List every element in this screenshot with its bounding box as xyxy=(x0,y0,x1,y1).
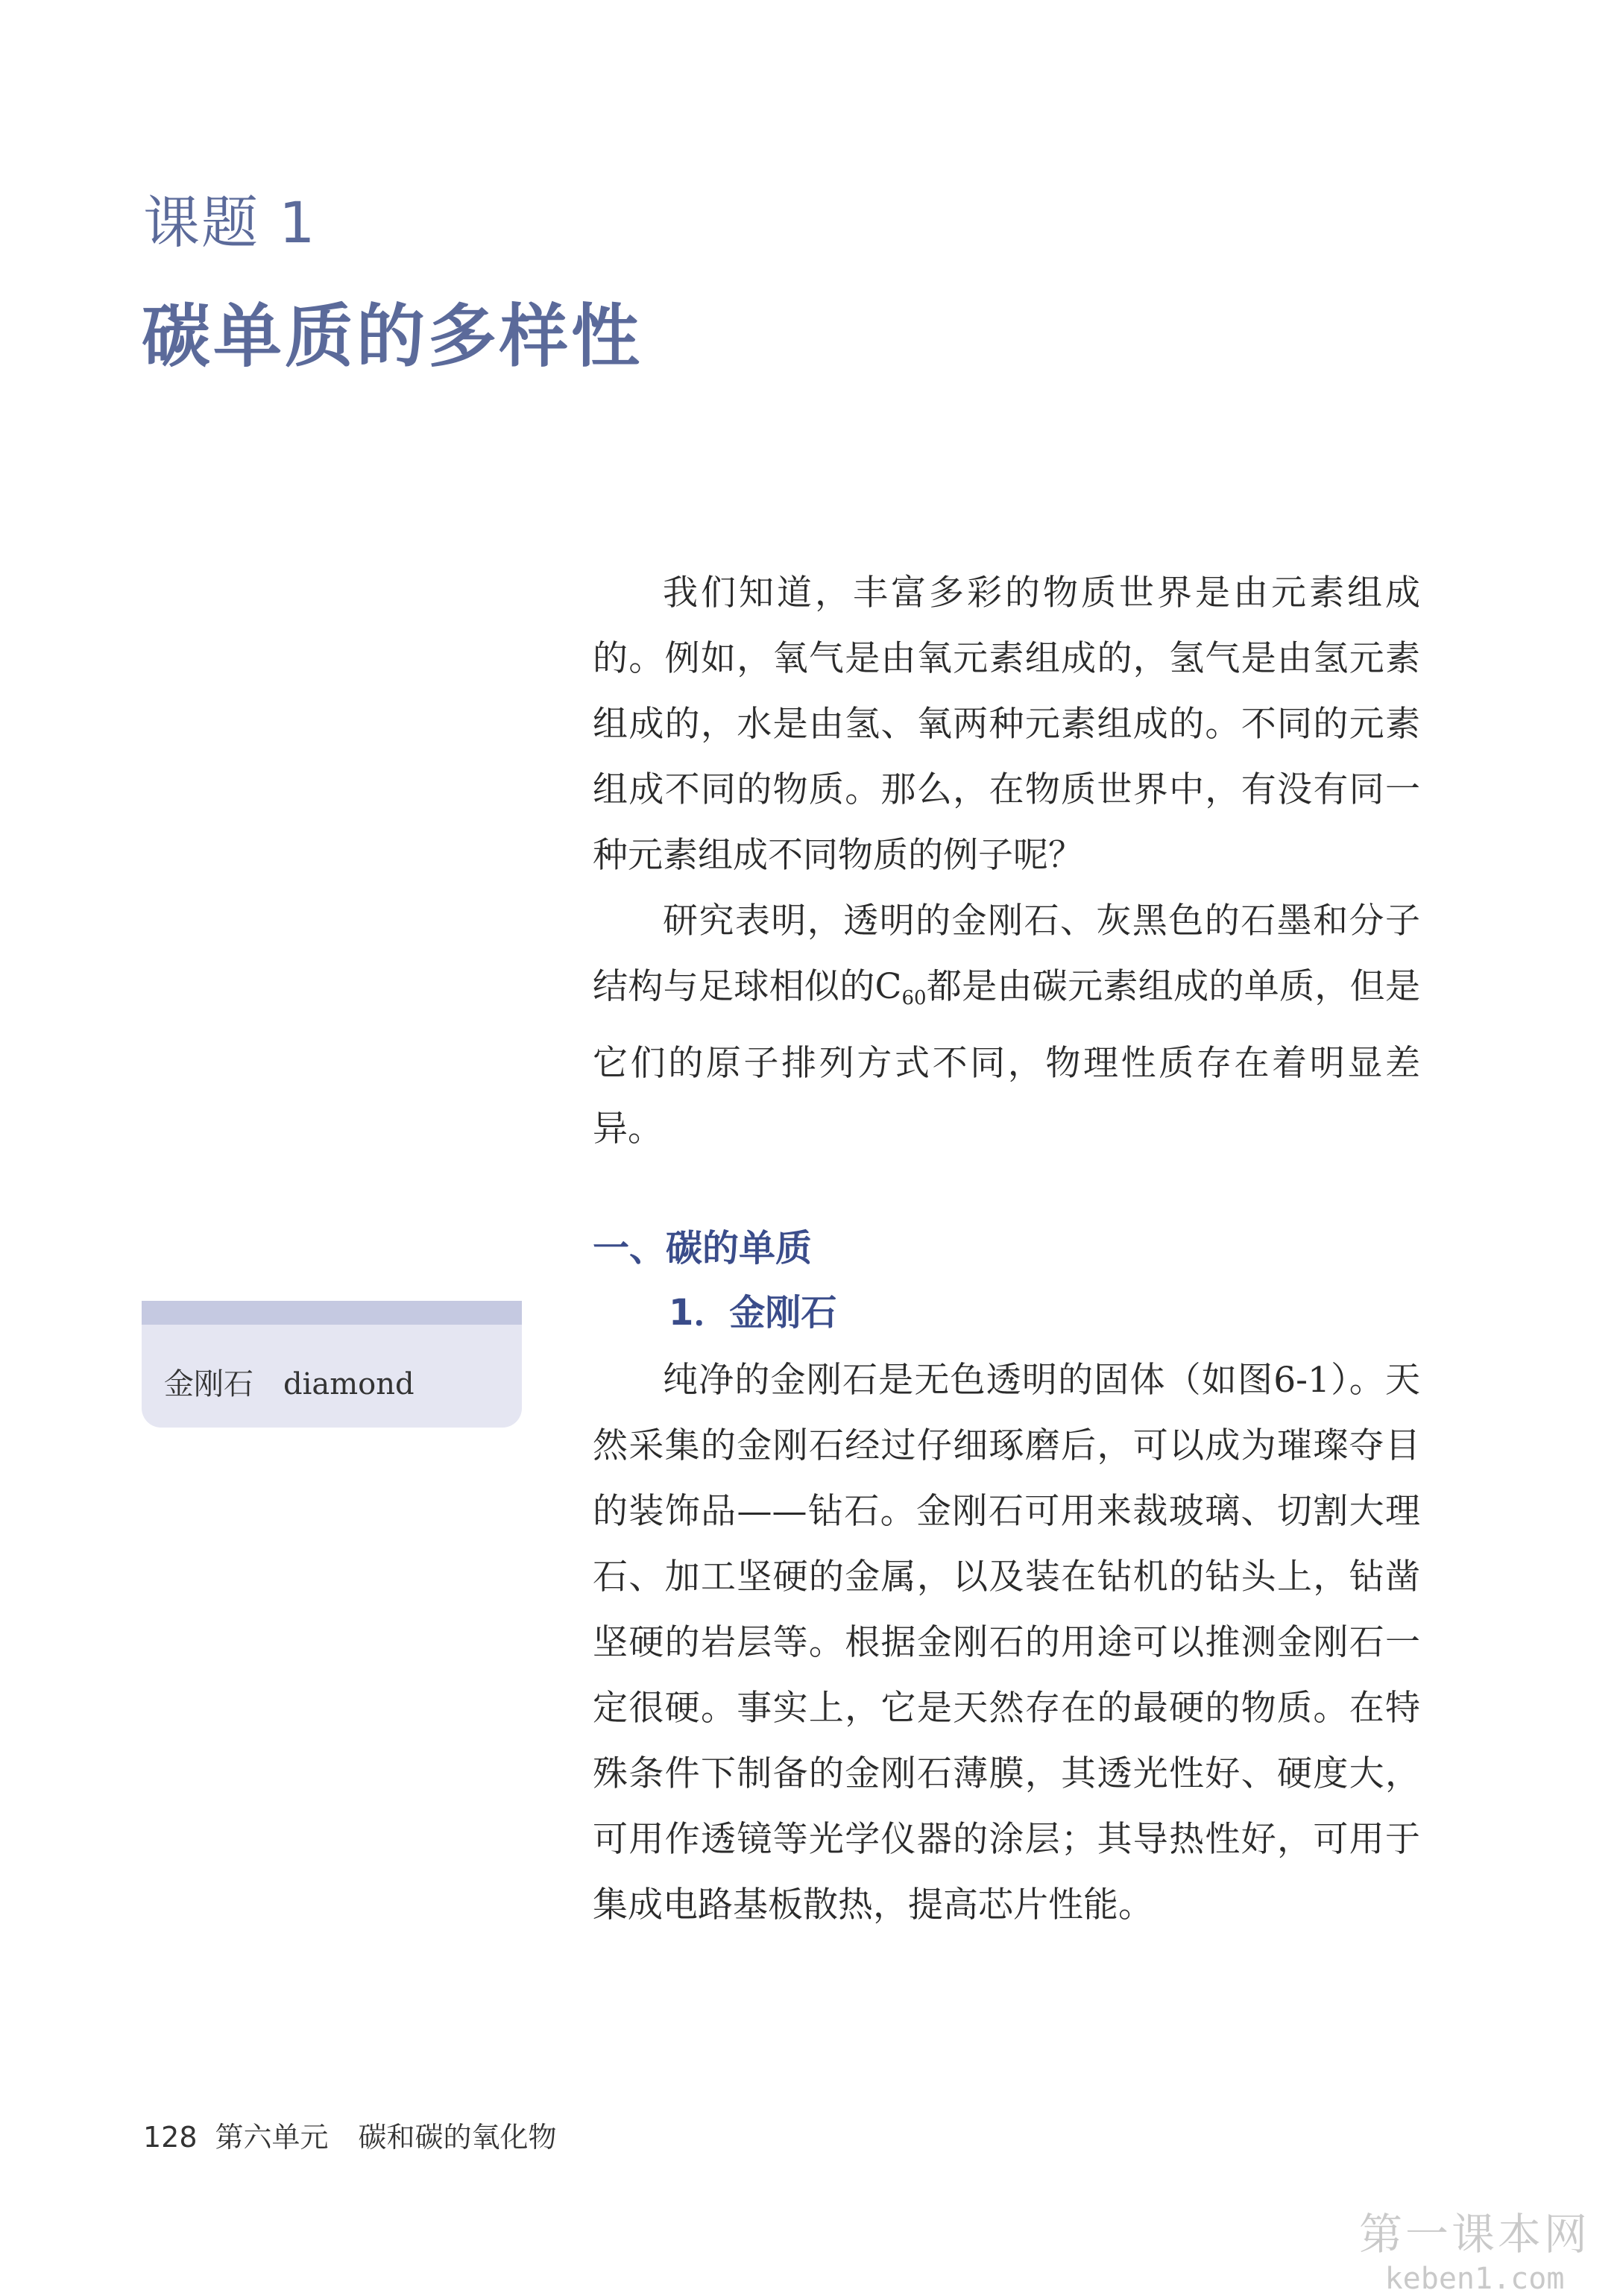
page-footer xyxy=(143,2114,557,2155)
intro-paragraph-2-text-b: 都是由碳元素组成的单质，但是它们的原子排列方式不同，物理性质存在着明显差异。 xyxy=(593,966,1420,1149)
footer-unit: 第六单元 xyxy=(215,2121,329,2154)
vocab-term-en: diamond xyxy=(283,1367,415,1401)
vocab-box-bar xyxy=(142,1301,522,1325)
vocab-term xyxy=(164,1360,415,1403)
intro-paragraph-1: 我们知道，丰富多彩的物质世界是由元素组成的。例如，氧气是由氧元素组成的，氢气是由氢元素组成的，水是由氢、氧两种元素组成的。不同的元素组成不同的物质。那么，在物质世界中，有没有同一种元素组成不同物质的例子呢？ xyxy=(593,573,1420,876)
diamond-text xyxy=(593,1348,1420,1938)
lesson-label: 课题 1 xyxy=(143,189,317,256)
footer-unit-title: 碳和碳的氧化物 xyxy=(358,2121,557,2154)
subsection-heading: 1．金刚石 xyxy=(669,1292,837,1334)
section-heading: 一、碳的单质 xyxy=(593,1227,813,1270)
vocab-term-cn: 金刚石 xyxy=(164,1367,253,1401)
page-number: 128 xyxy=(143,2121,198,2154)
intro-paragraph-2-text-a: 研究表明，透明的金刚石、灰黑色的石墨和分子结构与足球相似的C xyxy=(593,901,1420,1007)
c60-subscript: 60 xyxy=(901,987,927,1009)
vocab-box xyxy=(142,1301,522,1428)
intro-text xyxy=(593,561,1420,1162)
watermark-url: keben1.com xyxy=(1384,2262,1565,2296)
watermark-text: 第一课本网 xyxy=(1358,2209,1590,2259)
watermark xyxy=(1359,2199,1590,2296)
intro-paragraph-2 xyxy=(593,889,1420,1162)
diamond-paragraph: 纯净的金刚石是无色透明的固体（如图6-1）。天然采集的金刚石经过仔细琢磨后，可以成为璀璨夺目的装饰品——钻石。金刚石可用来裁玻璃、切割大理石、加工坚硬的金属，以及装在钻机的钻头上，钻凿坚硬的岩层等。根据金刚石的用途可以推测金刚石一定很硬。事实上，它是天然存在的最硬的物质。在特殊条件下制备的金刚石薄膜，其透光性好、硬度大，可用作透镜等光学仪器的涂层；其导热性好，可用于集成电路基板散热，提高芯片性能。 xyxy=(593,1360,1420,1926)
page-title: 碳单质的多样性 xyxy=(142,297,643,376)
